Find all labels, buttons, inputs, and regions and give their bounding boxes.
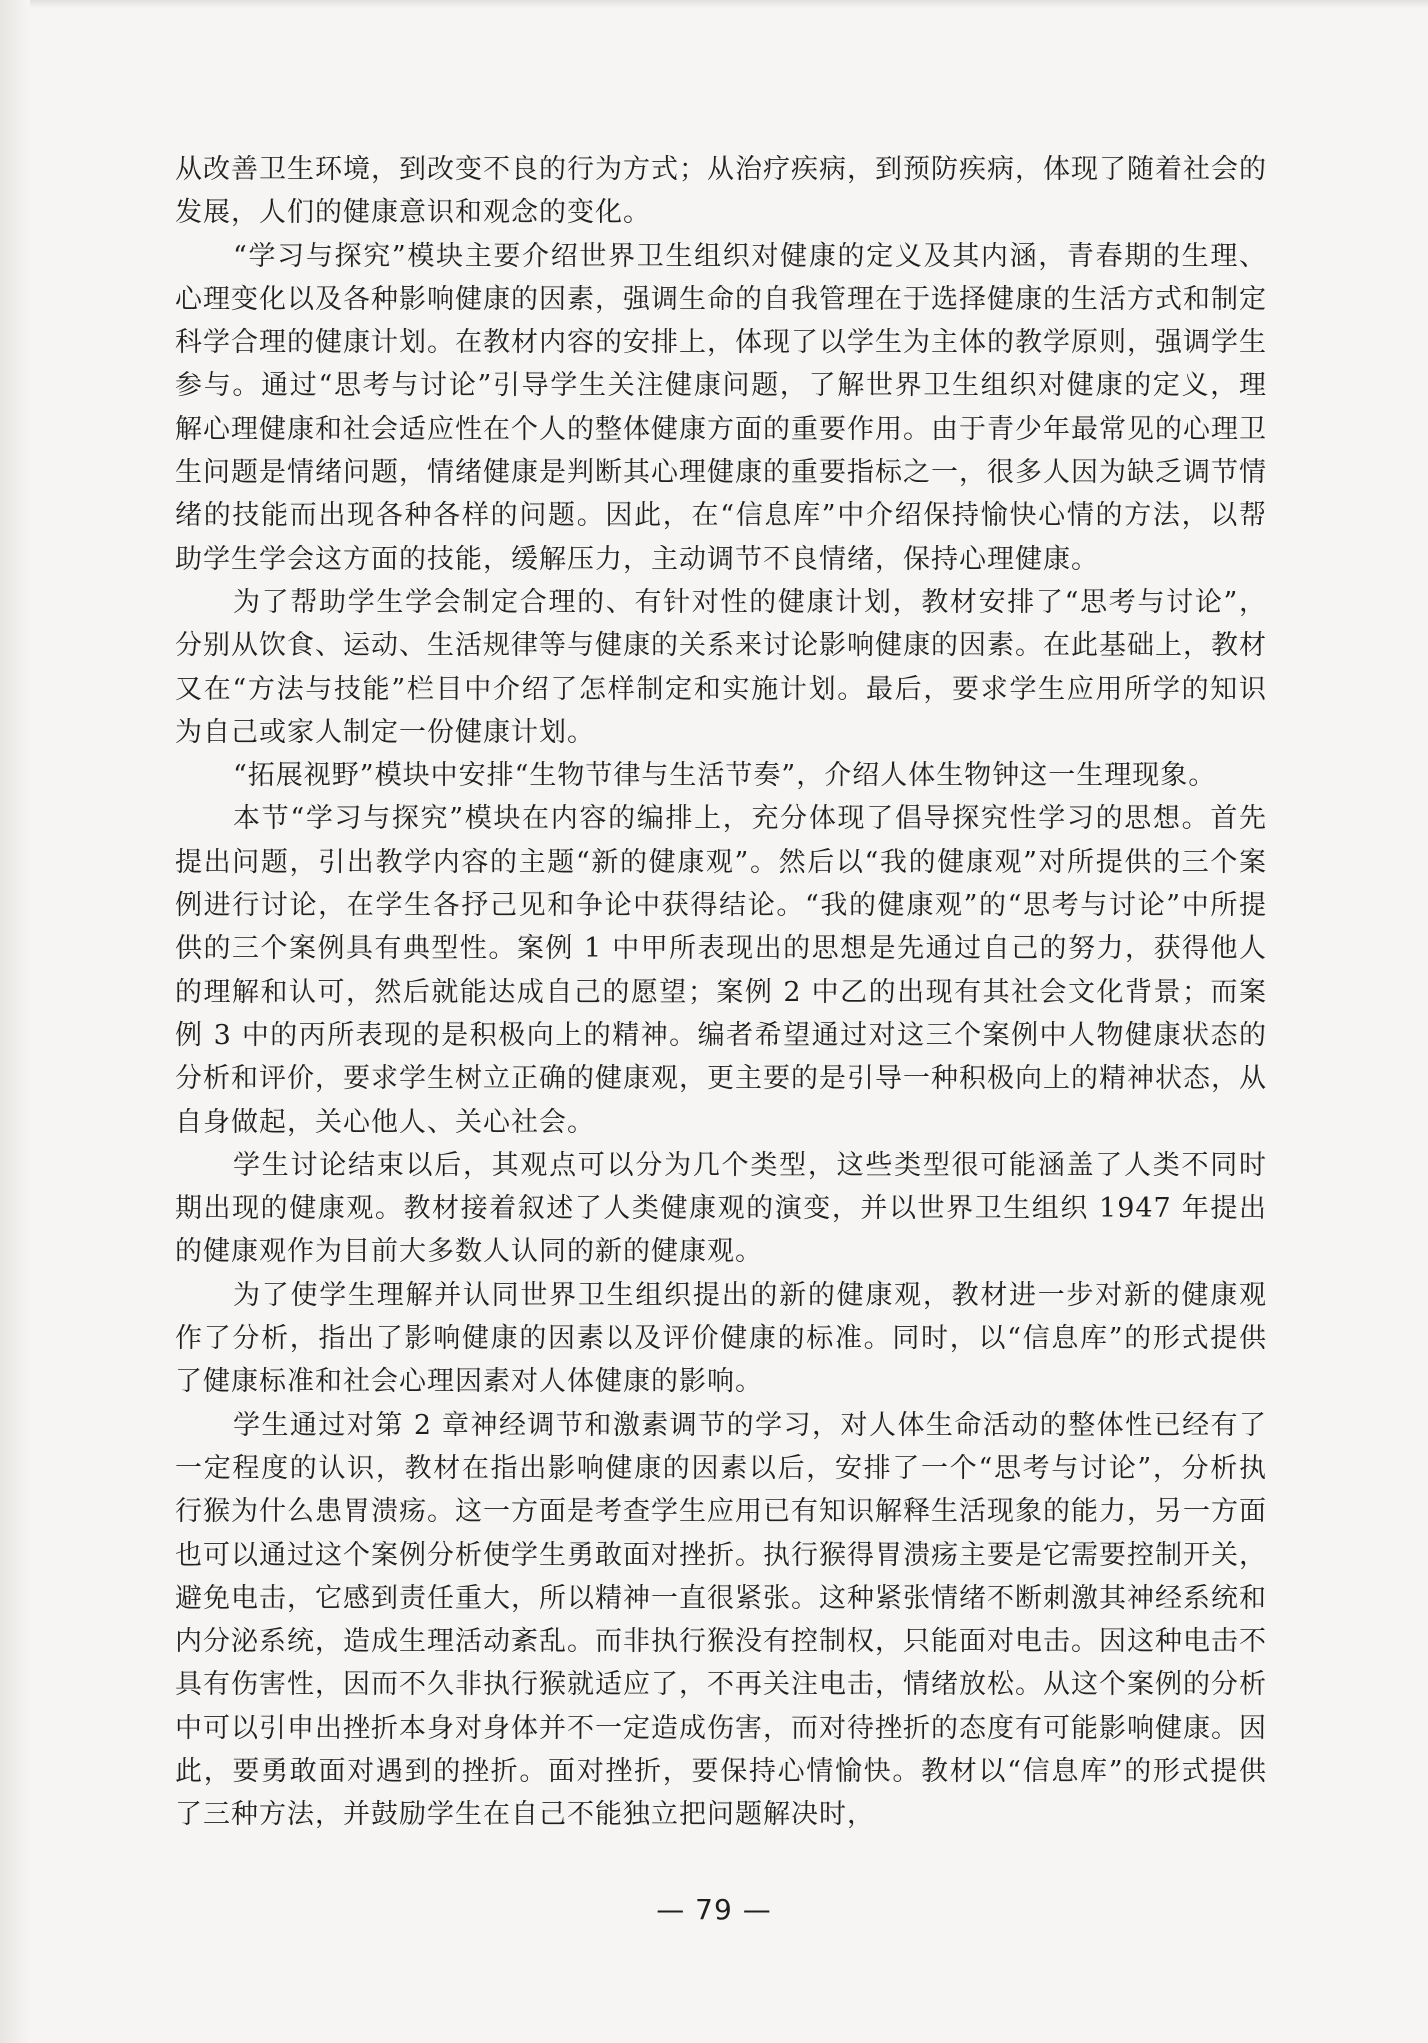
paragraph: 本节“学习与探究”模块在内容的编排上，充分体现了倡导探究性学习的思想。首先提出问题，引出教学内容的主题“新的健康观”。然后以“我的健康观”对所提供的三个案例进行讨论，在学生各抒己见和争论中获得结论。“我的健康观”的“思考与讨论”中所提供的三个案例具有典型性。案例 1 中甲所表现出的思想是先通过自己的努力，获得他人的理解和认可，然后就能达成自己的愿望；案例 2 中乙的出现有其社会文化背景；而案例 3 中的丙所表现的是积极向上的精神。编者希望通过对这三个案例中人物健康状态的分析和评价，要求学生树立正确的健康观，更主要的是引导一种积极向上的精神状态，从自身做起，关心他人、关心社会。 bbox=[175, 803, 1267, 1138]
paragraph: 从改善卫生环境，到改变不良的行为方式；从治疗疾病，到预防疾病，体现了随着社会的发展，人们的健康意识和观念的变化。 bbox=[175, 154, 1267, 229]
page-binding-shadow bbox=[0, 0, 30, 2043]
body-text bbox=[175, 148, 1267, 1837]
paragraph: 为了使学生理解并认同世界卫生组织提出的新的健康观，教材进一步对新的健康观作了分析，指出了影响健康的因素以及评价健康的标准。同时，以“信息库”的形式提供了健康标准和社会心理因素对人体健康的影响。 bbox=[175, 1279, 1267, 1398]
page-number: — 79 — bbox=[656, 1893, 772, 1926]
paragraph: 学生讨论结束以后，其观点可以分为几个类型，这些类型很可能涵盖了人类不同时期出现的健康观。教材接着叙述了人类健康观的演变，并以世界卫生组织 1947 年提出的健康观作为目前大多数人认同的新的健康观。 bbox=[175, 1149, 1267, 1268]
paragraph: “拓展视野”模块中安排“生物节律与生活节奏”，介绍人体生物钟这一生理现象。 bbox=[233, 760, 1217, 792]
page-top-edge bbox=[0, 0, 1428, 8]
paragraph: “学习与探究”模块主要介绍世界卫生组织对健康的定义及其内涵，青春期的生理、心理变化以及各种影响健康的因素，强调生命的自我管理在于选择健康的生活方式和制定科学合理的健康计划。在教材内容的安排上，体现了以学生为主体的教学原则，强调学生参与。通过“思考与讨论”引导学生关注健康问题，了解世界卫生组织对健康的定义，理解心理健康和社会适应性在个人的整体健康方面的重要作用。由于青少年最常见的心理卫生问题是情绪问题，情绪健康是判断其心理健康的重要指标之一，很多人因为缺乏调节情绪的技能而出现各种各样的问题。因此，在“信息库”中介绍保持愉快心情的方法，以帮助学生学会这方面的技能，缓解压力，主动调节不良情绪，保持心理健康。 bbox=[175, 240, 1267, 575]
paragraph: 学生通过对第 2 章神经调节和激素调节的学习，对人体生命活动的整体性已经有了一定程度的认识，教材在指出影响健康的因素以后，安排了一个“思考与讨论”，分析执行猴为什么患胃溃疡。这一方面是考查学生应用已有知识解释生活现象的能力，另一方面也可以通过这个案例分析使学生勇敢面对挫折。执行猴得胃溃疡主要是它需要控制开关，避免电击，它感到责任重大，所以精神一直很紧张。这种紧张情绪不断刺激其神经系统和内分泌系统，造成生理活动紊乱。而非执行猴没有控制权，只能面对电击。因这种电击不具有伤害性，因而不久非执行猴就适应了，不再关注电击，情绪放松。从这个案例的分析中可以引申出挫折本身对身体并不一定造成伤害，而对待挫折的态度有可能影响健康。因此，要勇敢面对遇到的挫折。面对挫折，要保持心情愉快。教材以“信息库”的形式提供了三种方法，并鼓励学生在自己不能独立把问题解决时， bbox=[175, 1409, 1267, 1831]
paragraph: 为了帮助学生学会制定合理的、有针对性的健康计划，教材安排了“思考与讨论”，分别从饮食、运动、生活规律等与健康的关系来讨论影响健康的因素。在此基础上，教材又在“方法与技能”栏目中介绍了怎样制定和实施计划。最后，要求学生应用所学的知识为自己或家人制定一份健康计划。 bbox=[175, 586, 1267, 748]
